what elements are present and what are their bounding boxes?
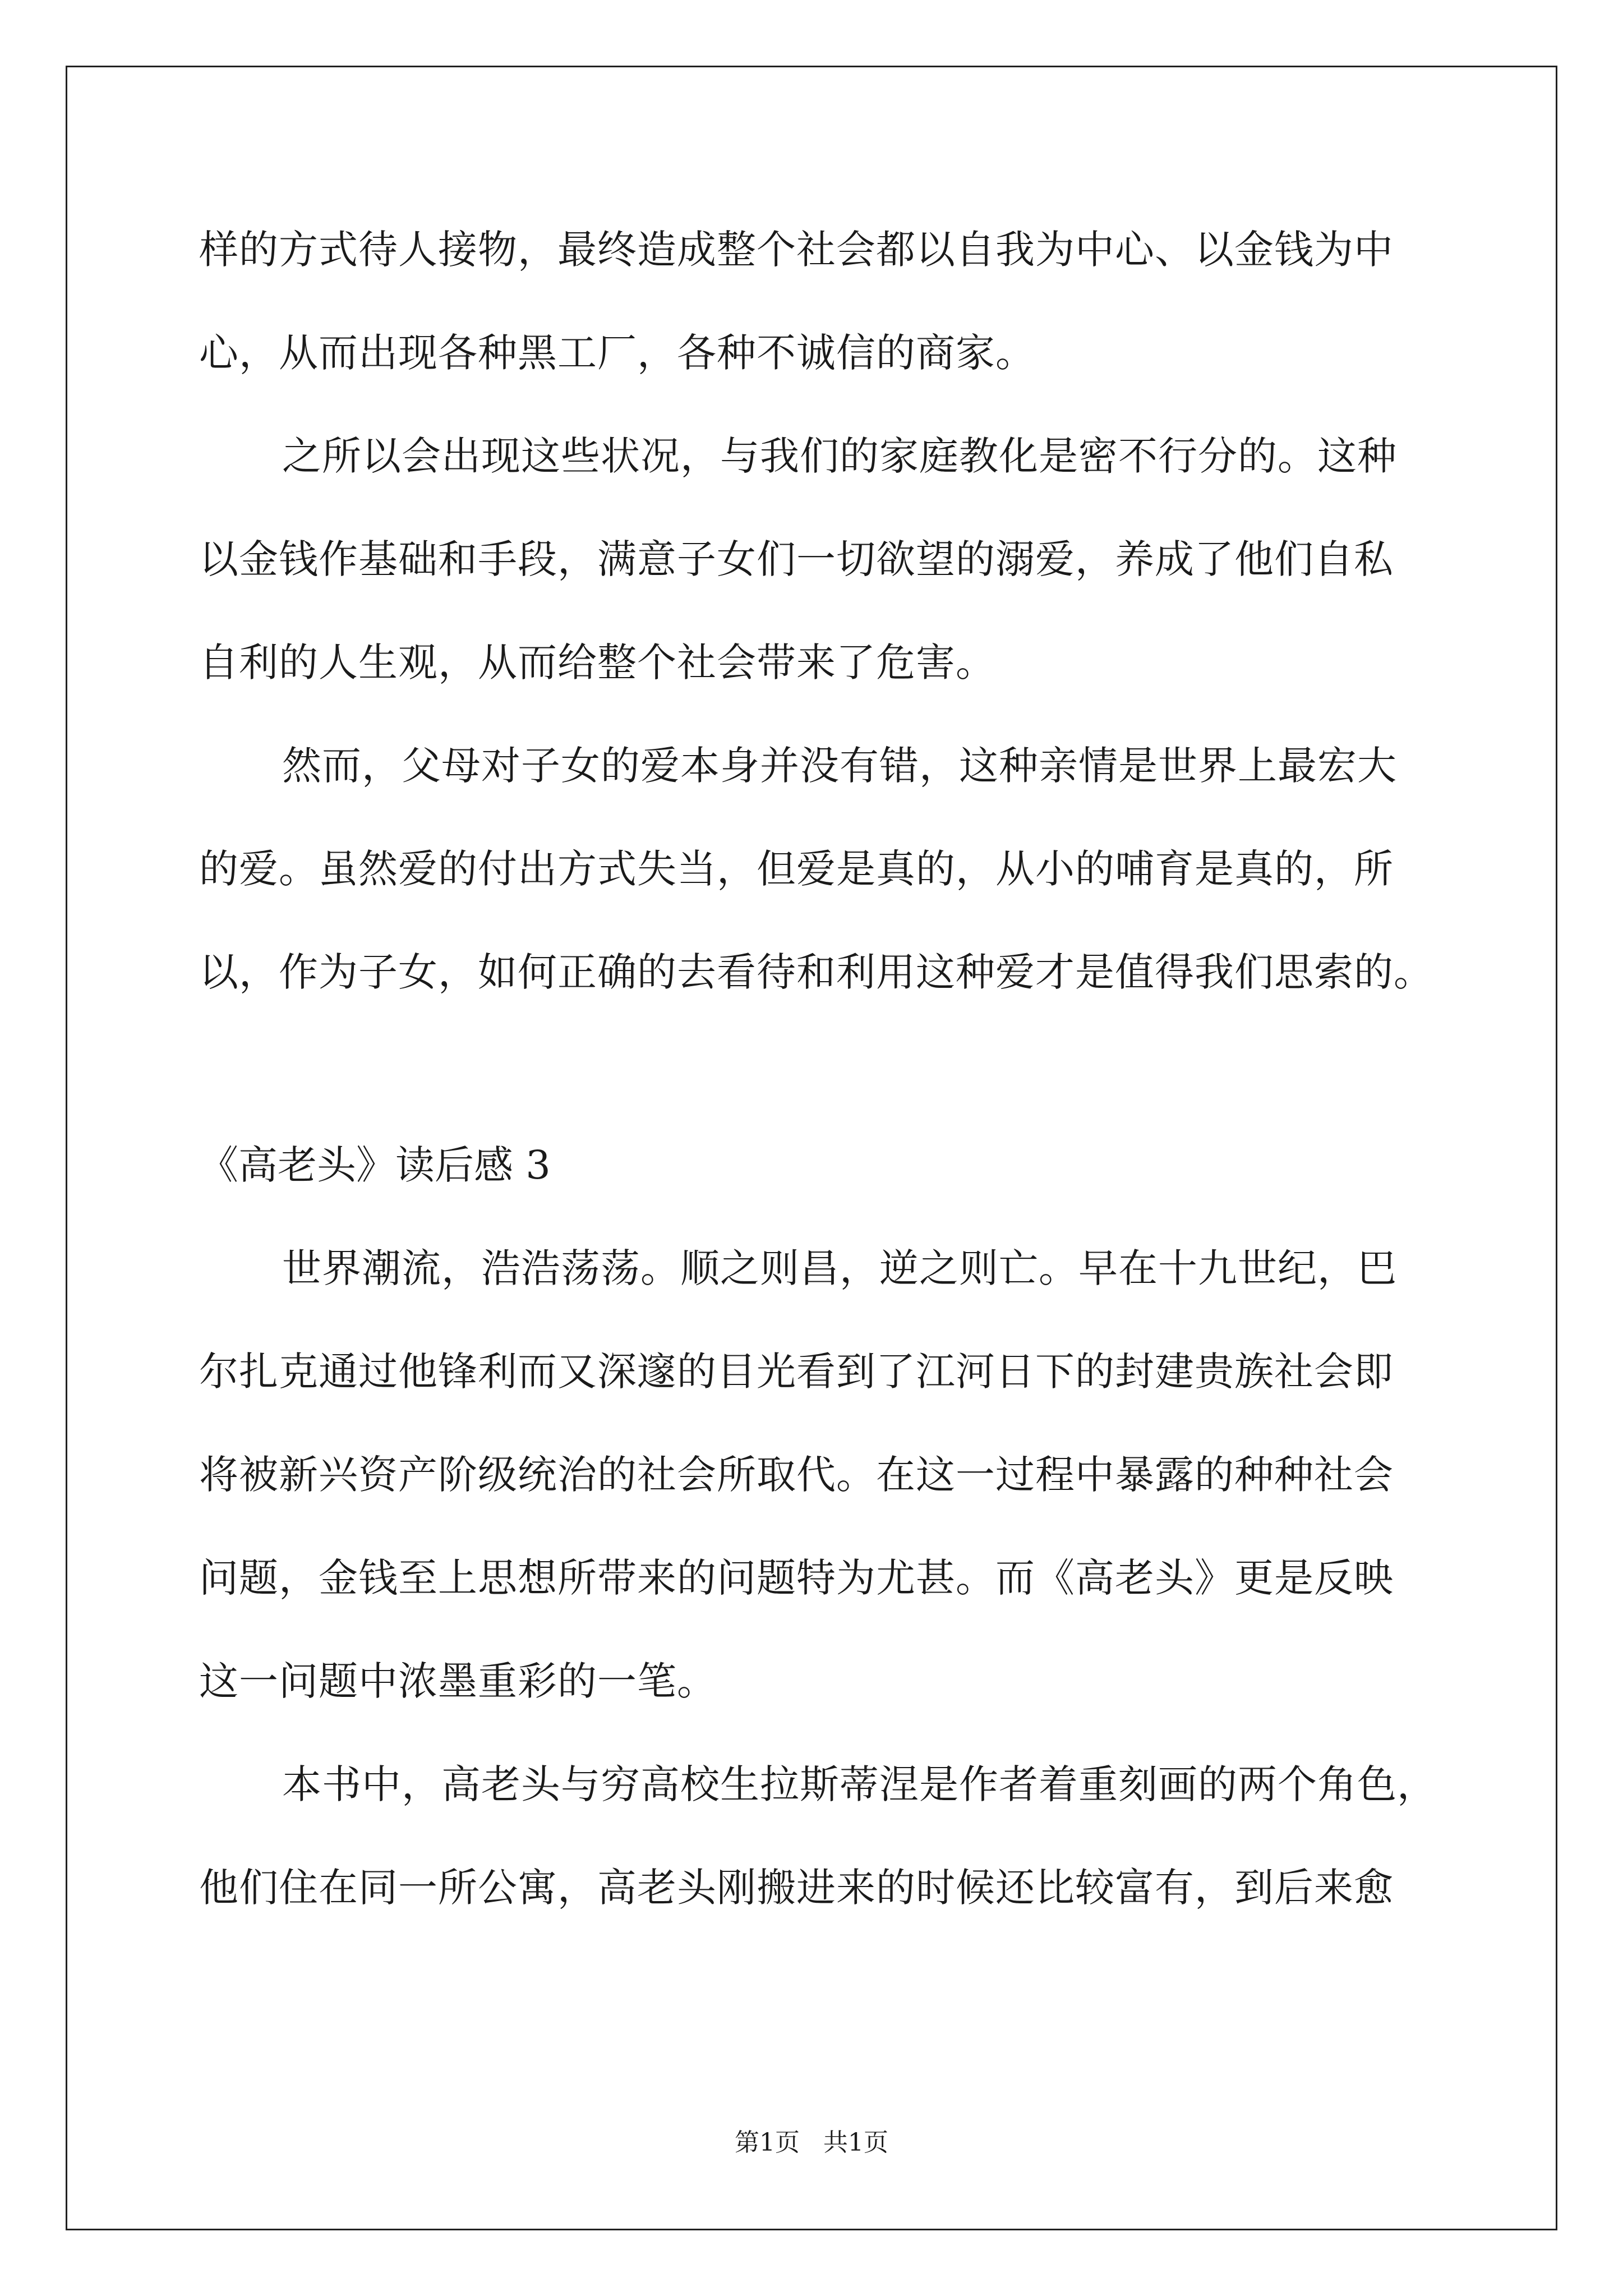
paragraph-line: 本书中，高老头与穷高校生拉斯蒂涅是作者着重刻画的两个角色， <box>282 1761 1437 1807</box>
paragraph-line: 心，从而出现各种黑工厂，各种不诚信的商家。 <box>199 330 1035 376</box>
paragraph-line: 尔扎克通过他锋利而又深邃的目光看到了江河日下的封建贵族社会即 <box>199 1349 1394 1395</box>
paragraph-line: 这一问题中浓墨重彩的一笔。 <box>199 1658 717 1704</box>
paragraph-line: 世界潮流，浩浩荡荡。顺之则昌，逆之则亡。早在十九世纪，巴 <box>282 1245 1397 1291</box>
page-footer: 第1页 共1页 <box>735 2128 888 2157</box>
paragraph-line: 样的方式待人接物，最终造成整个社会都以自我为中心、以金钱为中 <box>199 227 1394 273</box>
paragraph-line: 问题，金钱至上思想所带来的问题特为尤甚。而《高老头》更是反映 <box>199 1555 1394 1601</box>
section-title: 《高老头》读后感 3 <box>199 1142 551 1188</box>
paragraph-line: 他们住在同一所公寓，高老头刚搬进来的时候还比较富有，到后来愈 <box>199 1865 1394 1911</box>
document-body <box>199 222 1437 1963</box>
paragraph-line: 之所以会出现这些状况，与我们的家庭教化是密不行分的。这种 <box>282 433 1397 479</box>
paragraph-line: 以，作为子女，如何正确的去看待和利用这种爱才是值得我们思索的。 <box>199 949 1433 995</box>
paragraph-line: 的爱。虽然爱的付出方式失当，但爱是真的，从小的哺育是真的，所 <box>199 846 1394 892</box>
paragraph-line: 然而，父母对子女的爱本身并没有错，这种亲情是世界上最宏大 <box>282 743 1397 789</box>
paragraph-line: 自利的人生观，从而给整个社会带来了危害。 <box>199 639 995 685</box>
paragraph-line: 以金钱作基础和手段，满意子女们一切欲望的溺爱，养成了他们自私 <box>199 536 1394 582</box>
paragraph-line: 将被新兴资产阶级统治的社会所取代。在这一过程中暴露的种种社会 <box>199 1452 1394 1498</box>
